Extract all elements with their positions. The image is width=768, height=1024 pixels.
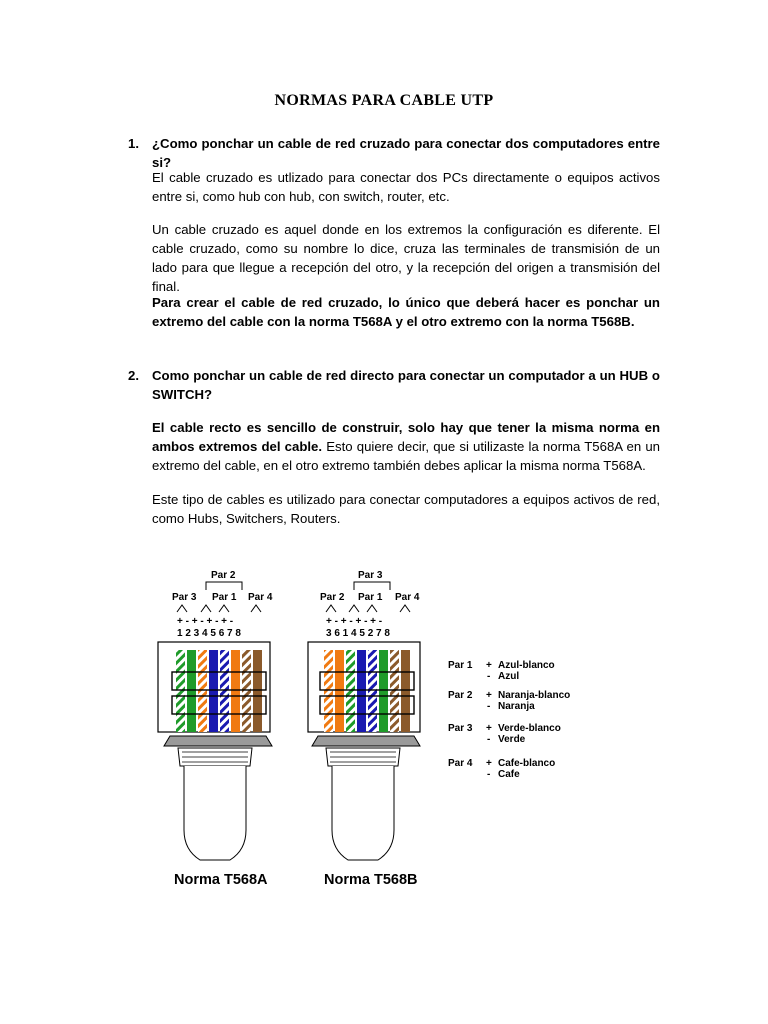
wire-green-white — [346, 650, 355, 732]
question-text: Como ponchar un cable de red directo para conectar un computador a un HUB o SWITCH? — [152, 368, 660, 402]
pair-label-right: Par 4 — [395, 592, 420, 603]
wire-brown — [253, 650, 262, 732]
wire-blue — [357, 650, 366, 732]
pair-label-mid: Par 1 — [212, 592, 237, 603]
chevrons — [177, 605, 261, 612]
wire-orange-white — [198, 650, 207, 732]
connector-crimp — [164, 736, 272, 746]
wire-blue-white — [368, 650, 377, 732]
pair-label-left: Par 3 — [172, 592, 197, 603]
paragraph-crossover-instructions: Para crear el cable de red cruzado, lo único que deberá hacer es ponchar un extremo del cable con la norma T568A y el otro extremo con la norma T568B. — [152, 295, 660, 329]
wire-green — [187, 650, 196, 732]
legend-pair: Par 2 — [448, 690, 473, 701]
legend-plus-label: Cafe-blanco — [498, 758, 556, 769]
question-text: ¿Como ponchar un cable de red cruzado para conectar dos computadores entre si? — [152, 136, 660, 170]
connector-t568a — [158, 570, 273, 888]
caption-t568b: Norma T568B — [324, 872, 418, 888]
legend-row-par1 — [448, 660, 555, 682]
pair-label-top: Par 2 — [211, 570, 236, 581]
legend-minus: - — [487, 701, 491, 712]
wire-orange — [335, 650, 344, 732]
pair-bracket — [206, 582, 242, 590]
pair-label-mid: Par 1 — [358, 592, 383, 603]
legend-plus: + — [486, 660, 492, 671]
legend-plus: + — [486, 723, 492, 734]
wire-brown — [401, 650, 410, 732]
legend-plus-label: Naranja-blanco — [498, 690, 571, 701]
caption-t568a: Norma T568A — [174, 872, 268, 888]
pair-label-right: Par 4 — [248, 592, 273, 603]
wire-blue-white — [220, 650, 229, 732]
legend-plus: + — [486, 758, 492, 769]
legend-plus-label: Azul-blanco — [498, 660, 555, 671]
paragraph-rest: Esto quiere decir, que si utilizaste la norma T568A en un extremo del cable, en el otro extremo también debes aplicar la misma norma T568A. — [152, 439, 660, 473]
paragraph-straight-use: Este tipo de cables es utilizado para conectar computadores a equipos activos de red, como Hubs, Switchers, Routers. — [152, 492, 660, 526]
connector-t568b — [308, 570, 420, 888]
legend-minus: - — [487, 769, 491, 780]
wire-green — [379, 650, 388, 732]
legend-minus-label: Naranja — [498, 701, 535, 712]
legend-minus-label: Verde — [498, 734, 526, 745]
wire-blue — [209, 650, 218, 732]
wire-brown-white — [242, 650, 251, 732]
paragraph-crossover-definition: Un cable cruzado es aquel donde en los extremos la configuración es diferente. El cable cruzado, como su nombre lo dice, cruza las terminales de transmisión de un lado para que llegue a recepción del otro, y la recepción del origen a transmisión del final. — [152, 222, 660, 294]
legend-row-par3 — [448, 723, 561, 745]
rj45-diagram-svg — [150, 560, 590, 900]
legend-plus-label: Verde-blanco — [498, 723, 561, 734]
question-number: 2. — [128, 368, 139, 383]
legend-minus: - — [487, 734, 491, 745]
cable-jacket — [184, 766, 246, 860]
polarity-signs: + - + - + - + - — [326, 616, 383, 627]
legend-pair: Par 3 — [448, 723, 473, 734]
pin-numbers: 1 2 3 4 5 6 7 8 — [177, 628, 241, 639]
wire-brown-white — [390, 650, 399, 732]
wire-green-white — [176, 650, 185, 732]
question-number: 1. — [128, 136, 139, 151]
wire-orange — [231, 650, 240, 732]
chevrons — [326, 605, 410, 612]
page-title: NORMAS PARA CABLE UTP — [274, 92, 494, 109]
legend-minus: - — [487, 671, 491, 682]
pair-label-left: Par 2 — [320, 592, 345, 603]
paragraph-bold-lead: El cable recto es sencillo de construir, solo hay que tener la misma norma en ambos extremos del cable. — [152, 420, 660, 454]
pair-color-legend — [448, 660, 570, 780]
rj45-wiring-diagram — [150, 560, 590, 900]
legend-row-par4 — [448, 758, 555, 780]
pair-label-top: Par 3 — [358, 570, 383, 581]
paragraph-straight-cable — [152, 418, 660, 475]
pin-numbers: 3 6 1 4 5 2 7 8 — [326, 628, 390, 639]
legend-minus-label: Cafe — [498, 769, 520, 780]
legend-minus-label: Azul — [498, 671, 520, 682]
wire-orange-white — [324, 650, 333, 732]
legend-pair: Par 1 — [448, 660, 473, 671]
polarity-signs: + - + - + - + - — [177, 616, 234, 627]
legend-plus: + — [486, 690, 492, 701]
cable-jacket — [332, 766, 394, 860]
pair-bracket — [354, 582, 390, 590]
legend-row-par2 — [448, 690, 570, 712]
paragraph-crossover-use: El cable cruzado es utlizado para conectar dos PCs directamente o equipos activos entre si, como hub con hub, con switch, router, etc. — [152, 170, 660, 204]
legend-pair: Par 4 — [448, 758, 473, 769]
connector-crimp — [312, 736, 420, 746]
